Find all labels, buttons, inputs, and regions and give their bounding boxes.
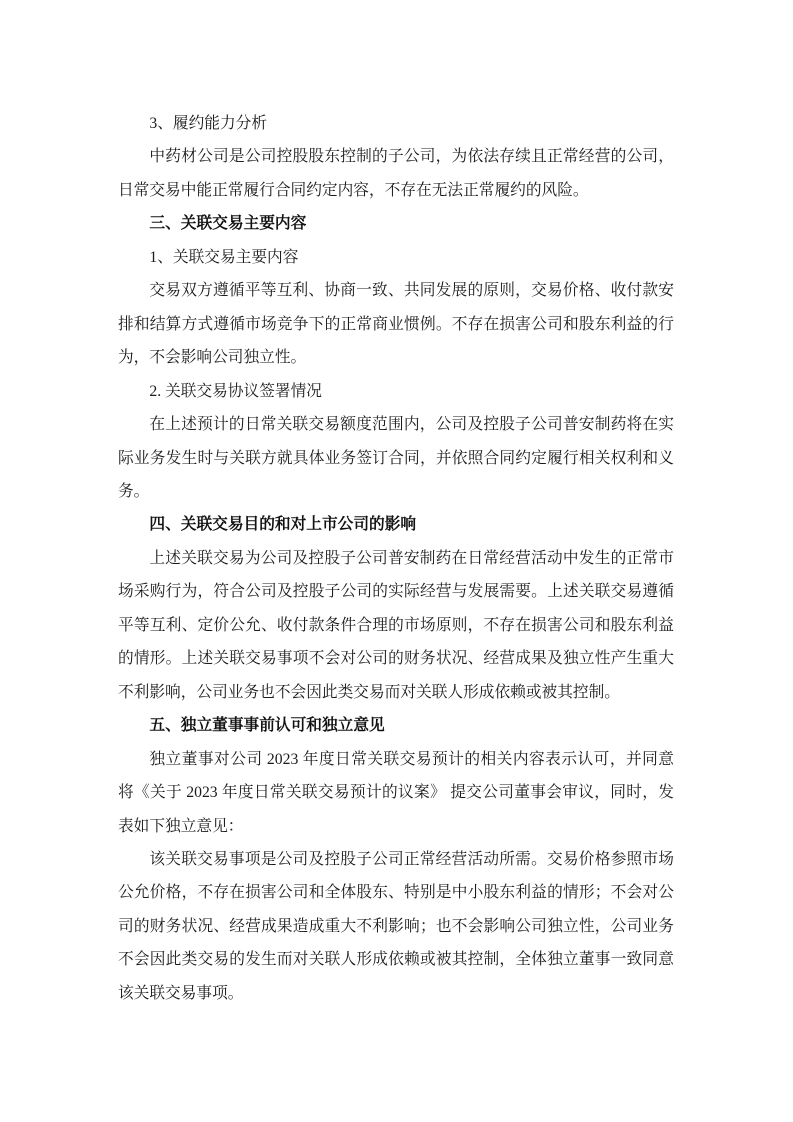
section-heading-5-independent-directors: 五、独立董事事前认可和独立意见 xyxy=(149,717,385,735)
subsection-heading-agreement-signing: 2. 关联交易协议签署情况 xyxy=(149,382,322,400)
body-paragraph: 该关联交易事项是公司及控股子公司正常经营活动所需。交易价格参照市场公允价格，不存在损害公司和全体股东、特别是中小股东利益的情形；不会对公司的财务状况、经营成果造成重大不利影响；也不会影响公司独立性，公司业务不会因此类交易的发生而对关联人形成依赖或被其控制，全体独立董事一致同意该关联交易事项。 xyxy=(118,850,674,1002)
subsection-heading-performance-analysis: 3、履约能力分析 xyxy=(149,115,268,132)
body-paragraph: 独立董事对公司 2023 年度日常关联交易预计的相关内容表示认可，并同意将《关于 2023 年度日常关联交易预计的议案》 提交公司董事会审议，同时，发表如下独立意见： xyxy=(118,750,674,835)
body-paragraph: 上述关联交易为公司及控股子公司普安制药在日常经营活动中发生的正常市场采购行为，符合公司及控股子公司的实际经营与发展需要。上述关联交易遵循平等互利、定价公允、收付款条件合理的市场原则，不存在损害公司和股东利益的情形。上述关联交易事项不会对公司的财务状况、经营成果及独立性产生重大不利影响，公司业务也不会因此类交易而对关联人形成依赖或被其控制。 xyxy=(118,549,674,701)
document-content xyxy=(118,107,674,1010)
body-paragraph: 在上述预计的日常关联交易额度范围内，公司及控股子公司普安制药将在实际业务发生时与关联方就具体业务签订合同，并依照合同约定履行相关权利和义务。 xyxy=(118,416,674,500)
body-paragraph: 中药材公司是公司控股股东控制的子公司，为依法存续且正常经营的公司，日常交易中能正常履行合同约定内容，不存在无法正常履约的风险。 xyxy=(118,148,674,199)
subsection-heading-main-content: 1、关联交易主要内容 xyxy=(149,248,299,266)
section-heading-3-main-content: 三、关联交易主要内容 xyxy=(149,215,307,233)
body-paragraph: 交易双方遵循平等互利、协商一致、共同发展的原则，交易价格、收付款安排和结算方式遵循市场竞争下的正常商业惯例。不存在损害公司和股东利益的行为，不会影响公司独立性。 xyxy=(118,282,674,367)
section-heading-4-purpose-impact: 四、关联交易目的和对上市公司的影响 xyxy=(149,516,417,534)
